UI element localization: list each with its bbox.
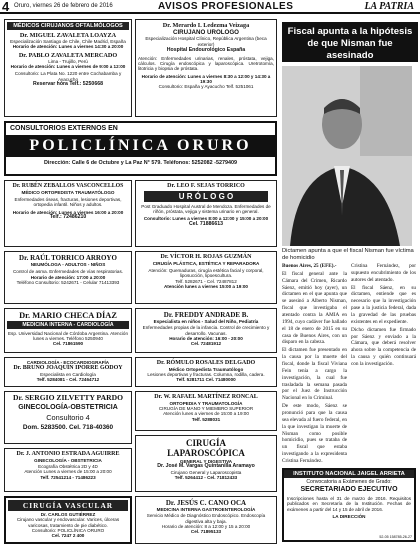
ad-phone: Dom. 5283500. Cel. 718-40360 [22, 424, 114, 432]
article-paragraph: El fiscal Sáenz, en su dictamen, entiende que es necesario que la investigación pase a la justicia federal, dada la gravedad de las pruebas existentes en el expediente. [351, 284, 416, 325]
ad-body: Post Graduado Hospital Austral de Mendoza. Enfermedades de riñón, próstata, vejiga y sistema urinario en general. [141, 203, 271, 215]
ad-band-top: CARDIOLOGÍA - ECOCARDIOGRAFÍA [26, 360, 110, 365]
ad-body: Esp. Universidad Nacional de Córdoba Argentina. Atención lunes a viernes. Teléfono 5250940 [7, 330, 129, 341]
consultorio-number: Consultorio 4 [46, 412, 90, 422]
article-column-1 [282, 263, 347, 464]
ad-band: MEDICINA INTERNA - CARDIOLOGÍA [7, 321, 129, 329]
doctor-spec: Médico Ortopedista Traumatólogo [168, 366, 244, 372]
ad-phone: Cel. 72481912 [190, 341, 222, 347]
classified-body: Inscripciones hasta el 31 de marzo de 2016. Requisitos publicados en Secretaría de la Institución. Fechas de exámenes a partir del 14 y 15 de abril de 2016. [287, 496, 411, 512]
ad-title: CIRUGÍA [185, 438, 226, 448]
ad-band: CIRUGÍA VASCULAR [8, 500, 128, 511]
ad-phone: Cel. 71886613 [188, 220, 224, 227]
news-headline [282, 22, 418, 62]
doctor-name: Dr. J. ANTONIO ESTRADA AGUIRRE [16, 451, 120, 457]
ad-zilvetty [4, 391, 132, 444]
doctor-name: Dr. BRUNO JOAQUÍN IPORRE GODOY [13, 365, 123, 372]
ad-body: Cirujano vascular y endovascular. Varices, úlceras varicosas, tratamiento de pie diabético. [16, 517, 120, 528]
ad-checa-diaz [4, 308, 132, 353]
ad-address: Dirección: Calle 6 de Octubre y La Paz N° 579. Teléfonos: 5252082 -5279409 [44, 160, 237, 167]
doctor-hours: Horario de atención: 8 a 12:00 y 15 a 20:00 [161, 523, 251, 529]
doctor-spec: MEDICINA INTERNA GASTROENTEROLOGÍA [156, 507, 256, 513]
doctor-spec: Especialista en Cardiología [40, 372, 96, 378]
ad-torrico-arroyo [4, 251, 132, 304]
article-paragraph: El fiscal general ante la Cámara del Crimen, Ricardo Sáenz, emitió hoy (ayer), un dictamen en el que apunta que se asesinó a Alberto Nisman, fiscal que investigaba el atentado contra la AMIA en 1994, cuyo cadáver fue hallado el 18 de enero de 2015 en su casa de Buenos Aires, con un disparo en la cabeza. [282, 270, 347, 346]
doctor-hours: Horario de atención: Lunes a viernes 16:00 a 20:00 [12, 209, 124, 215]
doctor-name: Dr. W. RAFAEL MARTÍNEZ RONCAL [154, 394, 258, 400]
hospital-name: Hospital Endourológico España [166, 46, 246, 53]
ad-phone: Telf. 5284081 - Cel. 72464712 [36, 377, 100, 383]
doctor-spec: NEUMÓLOGA - ADULTOS - NIÑOS [30, 262, 106, 268]
ad-phone: Telf. 5281711 Cel. 71480000 [176, 377, 236, 383]
policlinica-name: POLICLÍNICA ORURO [6, 135, 275, 157]
classified-notice [282, 468, 416, 542]
doctor-hours: Horario de atención: 17:00 a 20:00 [30, 274, 106, 280]
doctor-hours: Horario de atención: Lunes a viernes 14:30 a 20:00 [12, 44, 124, 50]
doctor-spec: MÉDICO ORTOPEDISTA TRAUMATÓLOGO [21, 189, 115, 195]
ad-phone: Reservar hora Telf.: 5250668 [33, 80, 103, 87]
doctor-name: Dr. Merardo I. Ledezma Veizaga [162, 22, 250, 29]
headline-line-2: de que Nisman fue asesinado [307, 37, 393, 61]
doctor-hours: Atención Lunes a viernes de 15:00 a 20:00 [24, 469, 112, 475]
article-dateline: Buenos Aires, 25 (EFE).- [282, 263, 337, 269]
doctor-name: Dr. MIGUEL ZAVALETA LOAYZA [19, 32, 117, 39]
doctor-name: Dr. SERGIO ZILVETTY PARDO [13, 393, 123, 402]
ad-address: Consultorio: La Plata No. 1220 entre Cochabamba y Ayacucho [14, 71, 122, 82]
ad-rosales [135, 357, 277, 387]
ad-body: Cirujano General y Laparoscopista [170, 469, 242, 475]
doctor-subspec: CIRUGÍA DE MANO Y MIEMBRO SUPERIOR [158, 406, 254, 412]
newspaper-name: LA PATRIA [364, 1, 414, 12]
ad-phone: Cel. 71861590 [52, 341, 84, 347]
ad-body: Atención: Enfermedades urinarias, renales, próstata, vejiga, cálculos. Cirugía endoscópica y laparoscópica. Uretrotomía, litotricia y biopsia de próstata. [138, 55, 274, 72]
classified-title: INSTITUTO NACIONAL JAIGEL ARRIETA [284, 470, 414, 478]
ad-iporre [4, 357, 132, 387]
ad-andrade [135, 308, 277, 353]
doctor-name: Dr. VÍCTOR H. ROJAS GUZMÁN [160, 254, 252, 260]
ad-estrada [4, 448, 132, 492]
doctor-name: Dr. José M. Vargas Quintanilla Aramayo [157, 462, 255, 469]
ad-body: Servicio Médico de Diagnóstico Endoscópico. Endoscopía digestiva alta y baja. [146, 513, 266, 524]
doctor-title: CIRUJANO UROLOGO [172, 29, 239, 37]
ad-cirugia-laparoscopica [135, 435, 277, 492]
ad-address: Consultorio: España y Ayacucho Telf. 5251061 [158, 84, 254, 90]
photo-caption: Dictamen apunta a que el fiscal Nisman fue víctima de homicidio [282, 248, 414, 261]
classified-line-2: SECRETARIADO EJECUTIVO [300, 485, 398, 493]
ad-band: U R Ó L O G O [144, 191, 268, 202]
news-photo [282, 66, 412, 246]
article-paragraph: El dictamen fue presentado en la causa por la muerte del fiscal, donde la fiscal Viviana Fein tenía a cargo la investigación, la cual fue trasladada la semana pasada por el Juez de Instrucción Nacional en lo Criminal. [282, 347, 347, 402]
ad-body: Enfermedades óseas, fracturas, lesiones deportivas, ortopedia infantil. Niños y adultos. [14, 196, 122, 208]
ad-band: MÉDICOS CIRUJANOS OFTALMÓLOGOS [7, 22, 129, 30]
doctor-hours: Consultorio: Lunes a viernes 8:00 a 12:00 y 15:00 a 20:00 [143, 216, 269, 222]
doctor-name: Dr. JESÚS C. CANO OCA [165, 499, 247, 507]
ad-phone: Telf. 5288031 [191, 416, 221, 422]
ad-body: Lesiones deportivas y fracturas. Columna, rodilla, cadera. [147, 372, 265, 378]
doctor-name: Dr. CARLOS GUTIÉRREZ [40, 512, 96, 517]
ad-body: Atención lunes a viernes de 15:00 a 19:00 [163, 411, 249, 417]
doctor-name: Dr. PABLO ZAVALETA MERCADO [18, 51, 118, 59]
doctor-spec: Especialista en niños - Salud del Niño, Pediatría [153, 319, 259, 325]
ad-phone: Telf. 5264412 - Cel. 71812433 [174, 475, 238, 481]
ad-band-top: CONSULTORIOS EXTERNOS EN [10, 125, 118, 132]
ad-body: Ecografía Obstétrica 2D y 4D [38, 464, 98, 470]
classified-line-1: Convocatoria a Exámenes de Grado: [306, 479, 392, 485]
page-number: 4 [2, 0, 10, 14]
ad-cirugia-vascular [4, 496, 132, 544]
doctor-spec: CIRUGÍA PLÁSTICA, ESTÉTICA Y REPARADORA [152, 260, 260, 266]
doctor-spec: GINECOLOGÍA-OBSTETRICIA [18, 403, 118, 411]
doctor-name: Dr. RUBÉN ZEBALLOS VASCONCELLOS [12, 183, 124, 189]
ad-subtitle: GENERAL Y DIGESTIVA [179, 458, 233, 464]
classified-code: 52-05 158785-26-27 [379, 535, 412, 539]
doctor-name: Dr. MARIO CHECA DÍAZ [19, 311, 117, 320]
ad-address: Consultorio: POLICLÍNICA ORURO [31, 527, 105, 533]
ad-phone: Telf. 5282671 - Cel. 72487812 [175, 278, 237, 284]
doctor-name: Dr. RAÚL TORRICO ARROYO [19, 254, 117, 262]
ad-policlinica [4, 121, 277, 176]
doctor-spec: Lima - Trujillo, Perú [48, 58, 88, 64]
ad-phone: Teléfono Consultorio: 5242671 - Celular 71413393 [16, 279, 120, 285]
doctor-hours: Atención lunes a viernes 15:00 a 19:00 [163, 284, 248, 290]
article-paragraph: Dicho dictamen fue firmado por Sáenz y enviado a la Cámara, que deberá resolver ahora sobre la competencia de la causa y quién continuará con la investigación. [351, 326, 416, 368]
doctor-name: Dr. RÓMULO ROSALES DELGADO [156, 360, 256, 366]
ad-cano-oca [135, 496, 277, 544]
ad-urologo-ledezma [135, 19, 277, 117]
ad-sejas [135, 180, 277, 247]
article-paragraph: Cristina Fernández, por supuesto encubrimiento de los autores del atentado. [351, 263, 416, 283]
doctor-name: Dr. LEO F. SEJAS TORRICO [167, 183, 245, 189]
headline-line-1: Fiscal apunta a la hipótesis [287, 26, 413, 37]
ad-body: Enfermedades propias de la infancia. Control de crecimiento y desarrollo. Vacunas. [142, 325, 270, 336]
section-title: AVISOS PROFESIONALES [158, 1, 294, 12]
header-date: Oruro, viernes 26 de febrero de 2016 [14, 3, 113, 9]
ad-phone: Telf.: 72486210 [49, 213, 87, 220]
doctor-hours: Horario de atención: 16:00 - 20:00 [169, 335, 243, 341]
ad-rojas-guzman [135, 251, 277, 304]
ad-title: LAPAROSCÓPICA [167, 448, 245, 459]
doctor-spec: GINECOLOGÍA - OBSTETRICIA [34, 457, 102, 463]
ad-phone: Cel. 71895133 [190, 529, 222, 535]
ad-phone: Cel. 7247 2 400 [51, 533, 85, 539]
doctor-spec: Especialización Hospital Clínico, República Argentina (beca exterior) [145, 36, 267, 47]
person-figure-icon [282, 66, 412, 246]
page-header [0, 0, 420, 14]
ad-phone: Telf. 72541214 - 71486223 [40, 474, 96, 480]
article-paragraph: De este modo, Sáenz se pronunció para que la causa sea elevada al fuero federal, en la que investigan la muerte de Nisman como posible homicidio, pues se trataba de un fiscal que estaba investigando a la expresidenta Cristina Fernández. [282, 403, 347, 464]
doctor-spec: ORTOPEDIA Y TRAUMATOLOGÍA [169, 400, 243, 406]
ad-body: Atención: Quemaduras, cirugía estética facial y corporal, liposucción, lipoescultura. [148, 268, 264, 279]
doctor-spec: Especialización Santiago de Chile, Chile Madrid, España [10, 39, 126, 45]
doctor-name: Dr. FREDDY ANDRADE B. [163, 311, 249, 319]
ad-body: Control de asma. Enfermedades de vías respiratorias. [12, 269, 124, 275]
article-column-2 [351, 263, 416, 464]
ad-zeballos [4, 180, 132, 247]
doctor-hours: Horario de atención: Lunes a viernes 8:30 a 12:00 y 14:30 a 19:30 [141, 73, 271, 84]
ad-oftalmologos [4, 19, 132, 117]
ad-martinez-roncal [135, 391, 277, 431]
classified-footer: LA DIRECCIÓN [332, 513, 366, 519]
doctor-hours: Horario de atención: Lunes a viernes de 9:00 a 12:00 [10, 64, 126, 70]
